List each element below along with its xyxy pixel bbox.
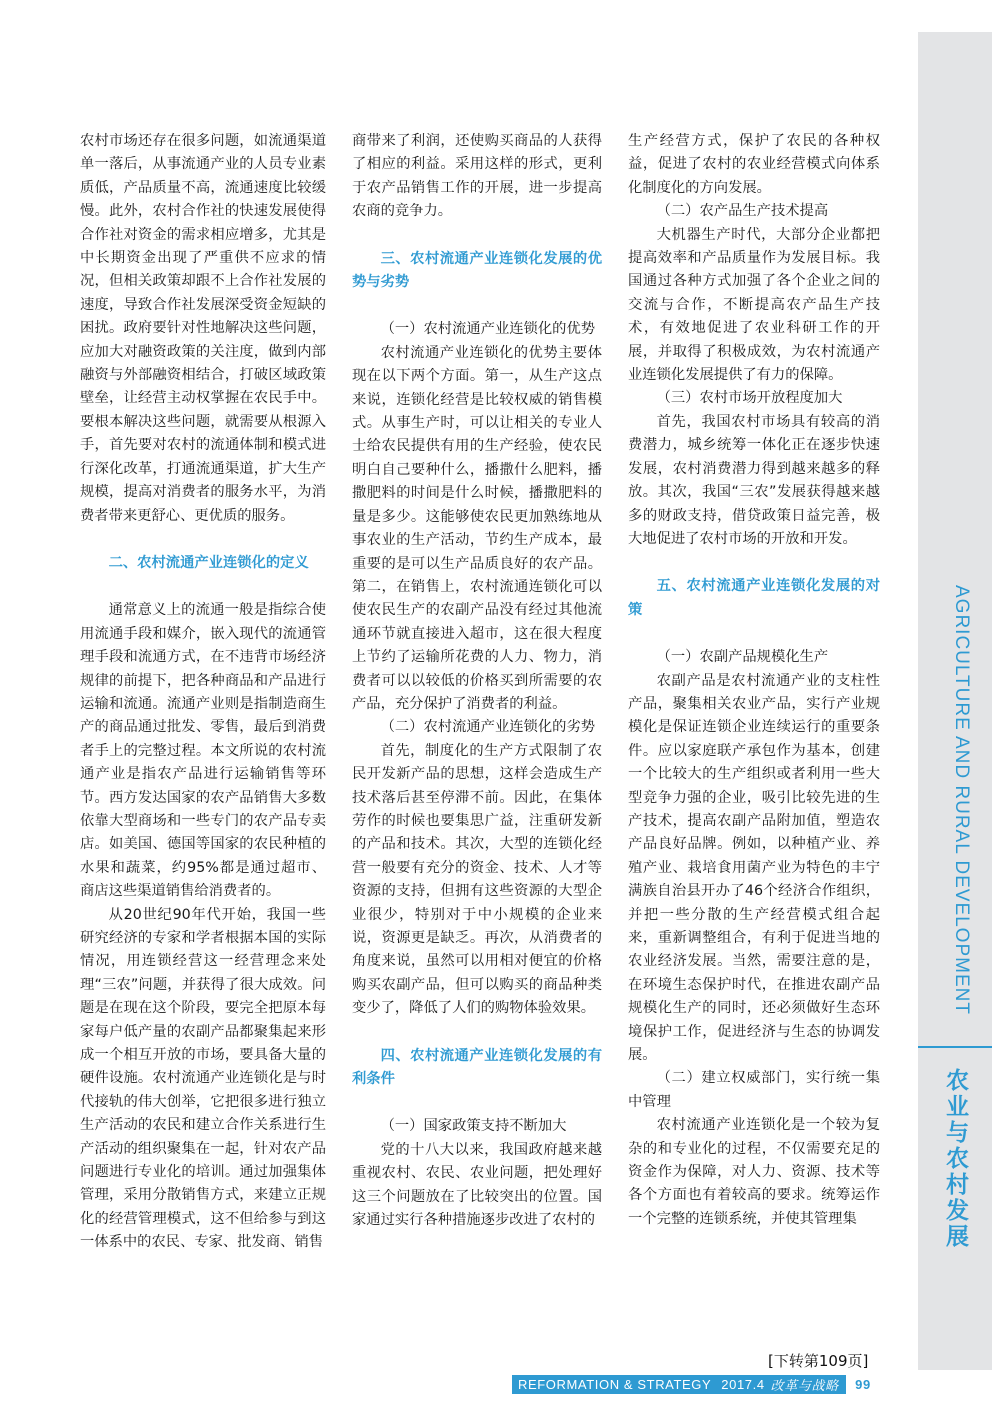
section-heading-2: 二、农村流通产业连锁化的定义 [108,554,309,571]
continued-note: [下转第109页] [768,1352,869,1370]
paragraph: 农村流通产业连锁化的优势主要体现在以下两个方面。第一，从生产这点来说，连锁化经营是比较权威的销售模式。从事生产时，可以让相关的专业人士给农民提供有用的生产经验，使农民明白自己要种什么，播撒什么肥料，播撒肥料的时间是什么时候，播撒肥料的量是多少。这能够使农民更加熟练地从事农业的生产活动，节约生产成本，最重要的是可以生产品质良好的农产品。第二，在销售上，农村流通连锁化可以使农民生产的农副产品没有经过其他流通环节就直接进入超市，这在很大程度上节约了运输所花费的人力、物力，消费者可以以较低的价格买到所需要的农产品，充分保护了消费者的利益。 [352,344,602,712]
paragraph: 通常意义上的流通一般是指综合使用流通手段和媒介，嵌入现代的流通管理手段和流通方式，在不违背市场经济规律的前提下，把各种商品和产品进行运输和流通。流通产业则是指制造商生产的商品通过批发、零售，最后到消费者手上的完整过程。本文所说的农村流通产业是指农产品进行运输销售等环节。西方发达国家的农产品销售大多数依靠大型商场和一些专门的农产品专卖店。如美国、德国等国家的农民种植的水果和蔬菜，约95%都是通过超市、商店这些渠道销售给消费者的。 [80,602,326,900]
subheading: （二）农产品生产技术提高 [656,203,829,220]
paragraph: 生产经营方式，保护了农民的各种权益，促进了农村的农业经营模式向体系化制度化的方向发展。 [628,133,880,196]
paragraph: 农村流通产业连锁化是一个较为复杂的和专业化的过程，不仅需要充足的资金作为保障，对人力、资源、技术等各个方面也有着较高的要求。统筹运作一个完整的连锁系统，并使其管理集 [628,1117,880,1227]
article-column-1 [80,130,326,1255]
subheading: （一）农村流通产业连锁化的优势 [380,321,596,338]
paragraph: 首先，制度化的生产方式限制了农民开发新产品的思想，这样会造成生产技术落后甚至停滞不前。因此，在集体劳作的时候也要集思广益，注重研发新的产品和技术。其次，大型的连锁化经营一般要有充分的资金、技术、人才等资源的支持，但拥有这些资源的大型企业很少，特别对于中小规模的企业来说，资源更是缺乏。再次，从消费者的角度来说，虽然可以用相对便宜的价格购买农副产品，但可以购买的商品种类变少了，降低了人们的购物体验效果。 [352,742,602,1017]
section-heading-5: 五、农村流通产业连锁化发展的对策 [628,578,880,618]
paragraph: 党的十八大以来，我国政府越来越重视农村、农民、农业问题，把处理好这三个问题放在了比较突出的位置。国家通过实行各种措施逐步改进了农村的 [352,1141,602,1229]
paragraph: 从20世纪90年代开始，我国一些研究经济的专家和学者根据本国的实际情况，用连锁经营这一经营理念来处理“三农”问题，并获得了很大成效。问题是在现在这个阶段，要完全把原本每家每户低产量的农副产品都聚集起来形成一个相互开放的市场，要具备大量的硬件设施。农村流通产业连锁化是与时代接轨的伟大创举，它把很多进行独立生产活动的农民和建立合作关系进行生产活动的组织聚集在一起，针对农产品问题进行专业化的培训。通过加强集体管理，采用分散销售方式，来建立正规化的经营管理模式，这不但给参与到这一体系中的农民、专家、批发商、销售 [80,906,326,1251]
paragraph: 农副产品是农村流通产业的支柱性产品，聚集相关农业产品，实行产业规模化是保证连锁企业连续运行的重要条件。应以家庭联产承包作为基本，创建一个比较大的生产组织或者利用一些大型竞争力强的企业，吸引比较先进的生产技术，提高农副产品附加值，塑造农产品良好品牌。例如，以种植产业、养殖产业、栽培食用菌产业为特色的丰宁满族自治县开办了46个经济合作组织，并把一些分散的生产经营模式组合起来，重新调整组合，有利于促进当地的农业经济发展。当然，需要注意的是，在环境生态保护时代，在推进农副产品规模化生产的同时，还必须做好生态环境保护工作，促进经济与生态的协调发展。 [628,672,880,1064]
section-heading-4: 四、农村流通产业连锁化发展的有利条件 [352,1047,602,1088]
journal-logo: 改革与战略 [770,1379,839,1394]
paragraph: 大机器生产时代，大部分企业都把提高效率和产品质量作为发展目标。我国通过各种方式加强了各个企业之间的交流与合作，不断提高农产品生产技术，有效地促进了农业科研工作的开展，并取得了积极成效，为农村流通产业连锁化发展提供了有力的保障。 [628,226,880,384]
section-heading-3: 三、农村流通产业连锁化发展的优势与劣势 [352,250,602,291]
subheading: （三）农村市场开放程度加大 [656,390,843,407]
journal-name: REFORMATION & STRATEGY [518,1377,712,1392]
sidebar-divider [918,1046,992,1048]
paragraph: 商带来了利润，还使购买商品的人获得了相应的利益。采用这样的形式，更利于农产品销售工作的开展，进一步提高农商的竞争力。 [352,133,602,220]
section-title-chinese: 农业与农村发展 [942,1068,968,1250]
paragraph: 农村市场还存在很多问题，如流通渠道单一落后，从事流通产业的人员专业素质低，产品质量不高，流通速度比较缓慢。此外，农村合作社的快速发展使得合作社对资金的需求相应增多，尤其是中长期资金出现了严重供不应求的情况，但相关政策却跟不上合作社发展的速度，导致合作社发展深受资金短缺的困扰。政府要针对性地解决这些问题，应加大对融资政策的关注度，做到内部融资与外部融资相结合，打破区域政策壁垒，让经营主动权掌握在农民手中。要根本解决这些问题，就需要从根源入手，首先要对农村的流通体制和模式进行深化改革，打通流通渠道，扩大生产规模，提高对消费者的服务水平，为消费者带来更舒心、更优质的服务。 [80,133,326,524]
article-column-2 [352,130,602,1232]
subheading: （一）国家政策支持不断加大 [380,1118,567,1135]
paragraph: 首先，我国农村市场具有较高的消费潜力，城乡统筹一体化正在逐步快速发展，农村消费潜力得到越来越多的释放。其次，我国“三农”发展获得越来越多的财政支持，借贷政策日益完善，极大地促进了农村市场的开放和开发。 [628,413,880,547]
footer-bar [512,1375,880,1394]
subheading: （二）农村流通产业连锁化的劣势 [380,719,596,736]
issue-number: 2017.4 [721,1377,765,1392]
subheading: （一）农副产品规模化生产 [656,649,829,666]
page-number: 99 [846,1375,880,1394]
article-column-3 [628,130,880,1231]
subheading: （二）建立权威部门，实行统一集中管理 [628,1070,880,1110]
section-title-english: AGRICULTURE AND RURAL DEVELOPMENT [951,585,972,1015]
